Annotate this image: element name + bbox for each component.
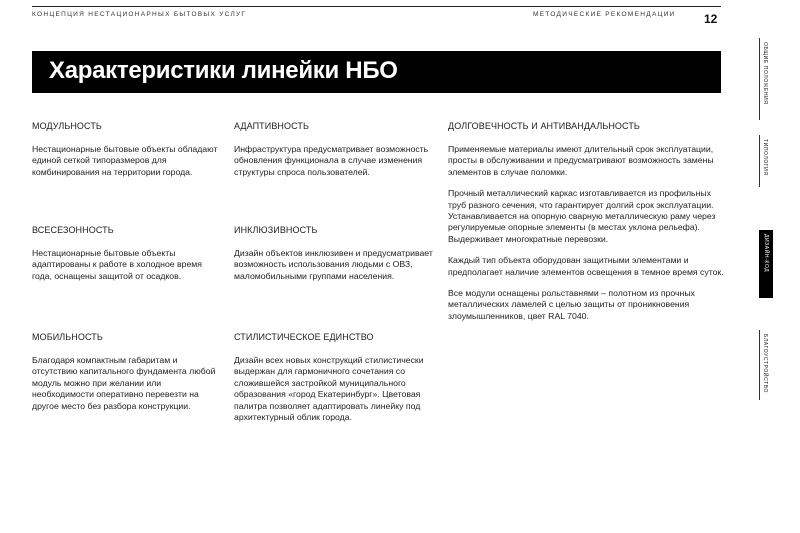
header-rule [32, 6, 721, 7]
header-left-title: КОНЦЕПЦИЯ НЕСТАЦИОНАРНЫХ БЫТОВЫХ УСЛУГ [32, 11, 247, 18]
section-modularity [32, 121, 222, 178]
section-heading: ДОЛГОВЕЧНОСТЬ И АНТИВАНДАЛЬНОСТЬ [448, 121, 640, 131]
section-inclusivity [234, 225, 434, 282]
side-tab-label: ДИЗАЙН-КОД [763, 234, 769, 273]
section-heading: МОБИЛЬНОСТЬ [32, 332, 103, 342]
side-tab-general[interactable] [759, 38, 773, 120]
section-text: Благодаря компактным габаритам и отсутствию капитального фундамента любой модуль можно при желании или необходимости оперативно перевезти на другое место без разбора конструкции. [32, 355, 216, 411]
title-bar [32, 51, 721, 93]
section-durability [448, 121, 724, 322]
header-right-title: МЕТОДИЧЕСКИЕ РЕКОМЕНДАЦИИ [533, 11, 676, 18]
side-tab-label: БЛАГОУСТРОЙСТВО [762, 334, 768, 394]
section-text: Применяемые материалы имеют длительный срок эксплуатации, просты в обслуживании и предусматривают возможность замены элементов в случае поломки. [448, 144, 714, 177]
side-tab-typology[interactable] [759, 135, 773, 187]
section-text: Дизайн всех новых конструкций стилистически выдержан для гармоничного сочетания со сложившейся застройкой муниципального образования «город Екатеринбург». Цветовая палитра позволяет адаптировать линейку под архитектурный облик города. [234, 355, 424, 423]
section-text: Каждый тип объекта оборудован защитными элементами и предполагает наличие элементов освещения в темное время суток. [448, 255, 724, 277]
side-tab-label: ОБЩИЕ ПОЛОЖЕНИЯ [762, 42, 768, 105]
section-text: Прочный металлический каркас изготавливается из профильных труб разного сечения, что гарантирует долгий срок эксплуатации. Устанавливается на опорную сварную металлическую раму через регулируемые опорные элементы (в местах уклона рельефа). Выдерживает многократные перевозки. [448, 188, 716, 244]
section-adaptivity [234, 121, 434, 178]
section-text: Нестационарные бытовые объекты адаптированы к работе в холодное время года, оснащены защитой от осадков. [32, 248, 202, 281]
section-heading: ВСЕСЕЗОННОСТЬ [32, 225, 114, 235]
section-all-season [32, 225, 222, 282]
side-tab-landscaping[interactable] [759, 330, 773, 400]
section-heading: МОДУЛЬНОСТЬ [32, 121, 102, 131]
section-heading: СТИЛИСТИЧЕСКОЕ ЕДИНСТВО [234, 332, 374, 342]
section-heading: ИНКЛЮЗИВНОСТЬ [234, 225, 318, 235]
section-text: Все модули оснащены рольставнями – полотном из прочных металлических ламелей с целью защиты от проникновения злоумышленников, цвет RAL 7040. [448, 288, 695, 321]
section-mobility [32, 332, 222, 412]
section-stylistic-unity [234, 332, 434, 423]
page-title: Характеристики линейки НБО [49, 57, 398, 84]
section-heading: АДАПТИВНОСТЬ [234, 121, 310, 131]
page-number: 12 [704, 12, 718, 26]
section-text: Дизайн объектов инклюзивен и предусматривает возможность использования людьми с ОВЗ, маломобильными группами населения. [234, 248, 433, 281]
side-tab-label: ТИПОЛОГИЯ [762, 139, 768, 176]
section-text: Нестационарные бытовые объекты обладают единой сеткой типоразмеров для комбинирования на территории города. [32, 144, 218, 177]
section-text: Инфраструктура предусматривает возможность обновления функционала в случае изменения структуры спроса пользователей. [234, 144, 429, 177]
side-tab-design-code[interactable] [759, 230, 773, 298]
